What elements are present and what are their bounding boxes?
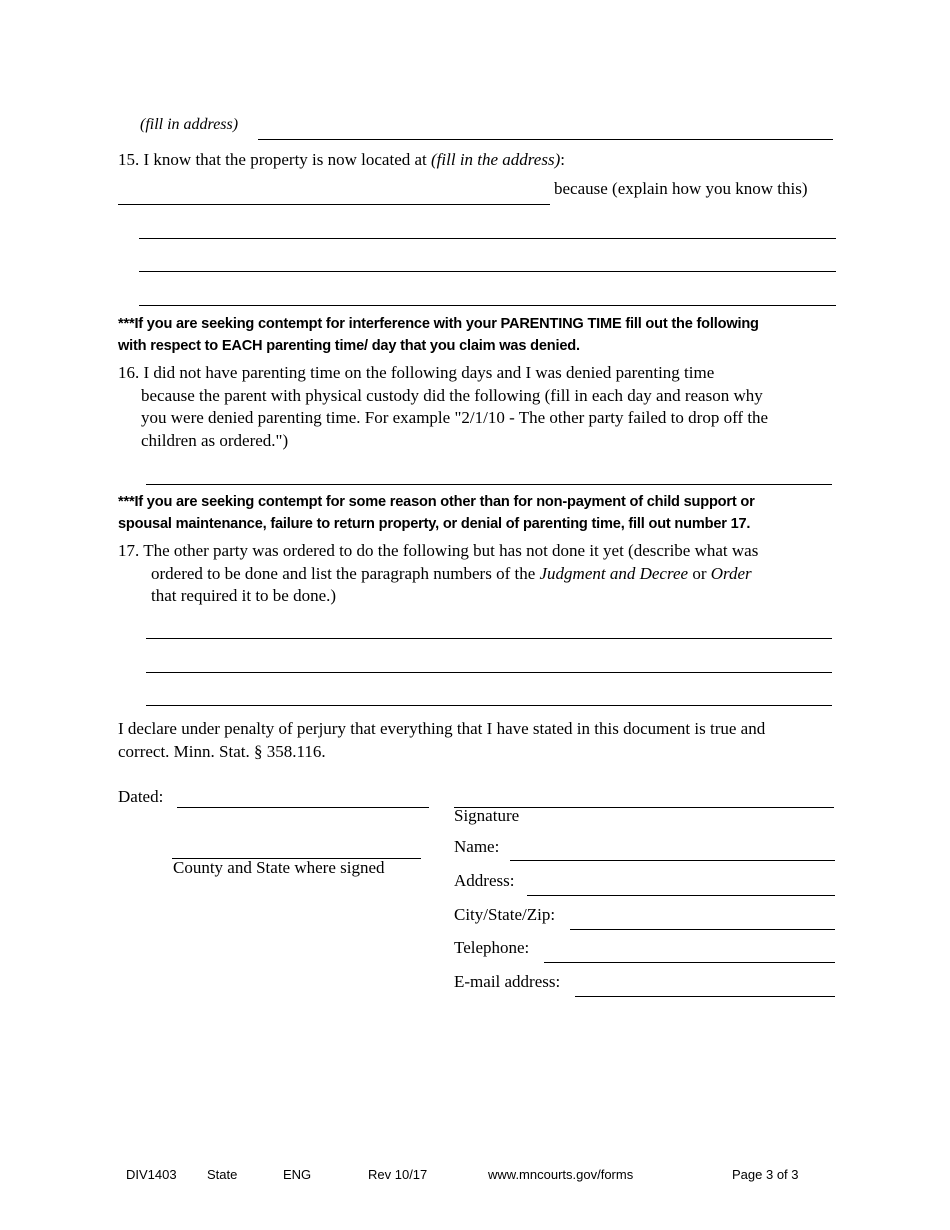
order-text: Order (710, 563, 752, 583)
item-17-fill-line-3[interactable] (146, 705, 832, 706)
item-16-line-4: children as ordered.") (141, 430, 289, 450)
telephone-label: Telephone: (454, 938, 530, 957)
item-17-line-2-prefix: ordered to be done and list the paragraph numbers of the (151, 563, 540, 583)
email-label: E-mail address: (454, 972, 561, 991)
because-label: because (explain how you know this) (554, 179, 808, 198)
dated-label: Dated: (118, 787, 164, 806)
declaration-line-2: correct. Minn. Stat. § 358.116. (118, 741, 326, 761)
other-notice-line-1: ***If you are seeking contempt for some reason other than for non-payment of child support or (118, 494, 755, 510)
footer-revision: Rev 10/17 (368, 1167, 428, 1182)
item-17-line-2 (118, 563, 838, 586)
footer-form-id: DIV1403 (126, 1167, 177, 1182)
item-16-line-2: because the parent with physical custody did the following (fill in each day and reason why (141, 385, 763, 405)
city-state-zip-fill-line[interactable] (570, 929, 835, 930)
footer-page-number: Page 3 of 3 (732, 1167, 799, 1182)
dated-fill-line[interactable] (177, 807, 429, 808)
address-fill-line[interactable] (258, 139, 833, 140)
judgment-and-decree-text: Judgment and Decree (539, 563, 689, 583)
telephone-fill-line[interactable] (544, 962, 835, 963)
item-17-fill-line-1[interactable] (146, 638, 832, 639)
item-16-fill-line[interactable] (146, 484, 832, 485)
item-15-location-line[interactable] (118, 204, 550, 205)
footer-language: ENG (283, 1167, 312, 1182)
address-label: Address: (454, 871, 515, 890)
parenting-notice-line-2: with respect to EACH parenting time/ day that you claim was denied. (118, 338, 580, 354)
parenting-time-notice (118, 313, 838, 357)
item-17-fill-line-2[interactable] (146, 672, 832, 673)
item-17-or-text: or (688, 563, 711, 583)
email-fill-line[interactable] (575, 996, 835, 997)
parenting-notice-line-1: ***If you are seeking contempt for interference with your PARENTING TIME fill out the following (118, 316, 759, 332)
item-16-line-3: you were denied parenting time. For example "2/1/10 - The other party failed to drop off the (141, 408, 769, 427)
item-17-line-3: that required it to be done.) (151, 586, 337, 605)
item-15-explain-line-3[interactable] (139, 305, 836, 306)
other-notice-line-2: spousal maintenance, failure to return property, or denial of parenting time, fill out number 17. (118, 516, 751, 532)
item-15-text (118, 150, 565, 170)
item-17-text (118, 540, 838, 608)
name-fill-line[interactable] (510, 860, 835, 861)
county-state-label: County and State where signed (173, 858, 385, 877)
perjury-declaration (118, 718, 838, 763)
footer-url[interactable]: www.mncourts.gov/forms (488, 1167, 634, 1182)
item-15-prefix: 15. I know that the property is now located at (118, 150, 432, 169)
name-label: Name: (454, 837, 500, 856)
other-reason-notice (118, 491, 838, 535)
item-16-line-1: 16. I did not have parenting time on the following days and I was denied parenting time (118, 363, 715, 382)
footer-jurisdiction: State (207, 1167, 238, 1182)
item-15-italic: (fill in the address) (431, 150, 561, 169)
declaration-line-1: I declare under penalty of perjury that everything that I have stated in this document is true and (118, 719, 766, 738)
item-15-explain-line-1[interactable] (139, 238, 836, 239)
item-17-line-1: 17. The other party was ordered to do the following but has not done it yet (describe what was (118, 541, 759, 560)
address-fill-line-signature[interactable] (527, 895, 835, 896)
fill-address-label: (fill in address) (140, 116, 239, 133)
item-15-explain-line-2[interactable] (139, 271, 836, 272)
item-16-text (118, 362, 838, 452)
city-state-zip-label: City/State/Zip: (454, 905, 556, 924)
item-15-suffix: : (560, 150, 565, 169)
signature-label: Signature (454, 806, 520, 825)
